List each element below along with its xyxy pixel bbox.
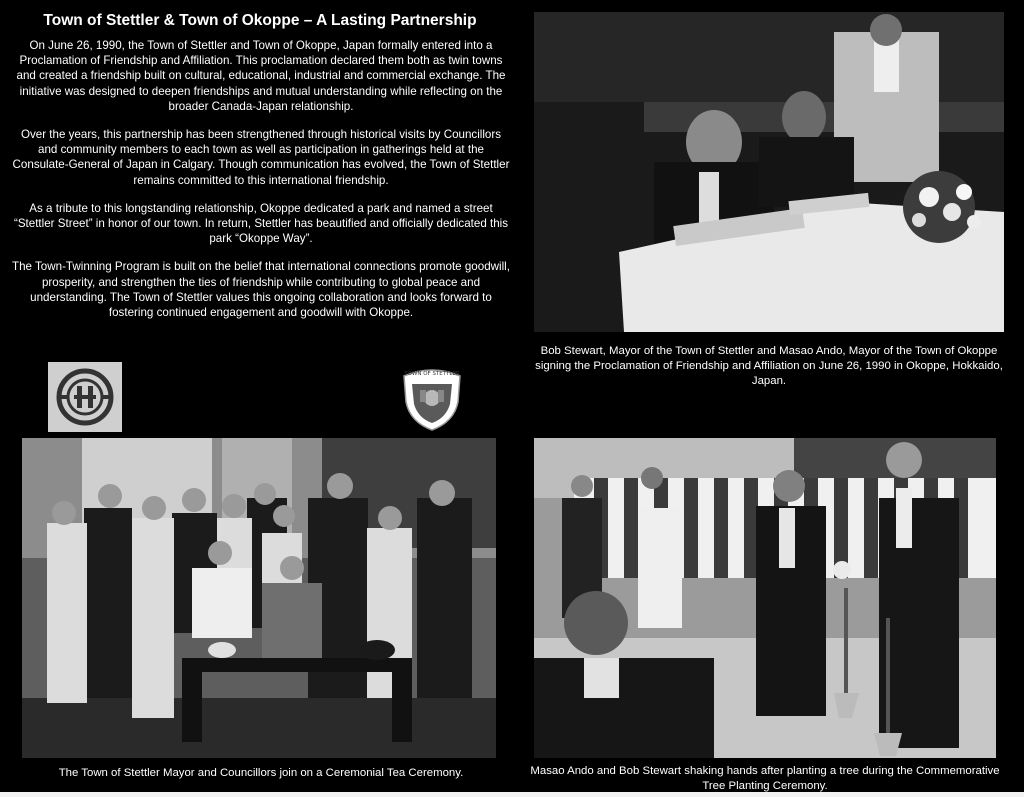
paragraph-3: As a tribute to this longstanding relationship, Okoppe dedicated a park and named a street “Stettler Street” in honor of our town. In return, Stettler has beautified and officially dedicated this park “Okoppe Way”. bbox=[13, 201, 509, 246]
stettler-crest-logo bbox=[396, 362, 468, 432]
paragraph-4: The Town-Twinning Program is built on the belief that international connections promote goodwill, prosperity, and strengthen the ties of friendship while contributing to global peace and understanding. The Town of Stettler values this ongoing collaboration and looks forward to fostering continued engagement and goodwill with Okoppe. bbox=[12, 260, 510, 320]
intro-text bbox=[12, 38, 510, 333]
signing-photo bbox=[534, 12, 1004, 332]
paragraph-2: Over the years, this partnership has been strengthened through historical visits by Councillors and community members to each town as well as participation in gatherings held at the Consulate-General of Japan in Calgary. Though communication has evolved, the Town of Stettler remains committed to this international friendship. bbox=[12, 128, 510, 187]
bottom-border bbox=[0, 792, 1024, 797]
paragraph-1: On June 26, 1990, the Town of Stettler and Town of Okoppe, Japan formally entered into a Proclamation of Friendship and Affiliation. This proclamation declared them both as twin towns and created a friendship built on cultural, educational, industrial and commercial exchange. The initiative was designed to deepen friendships and mutual understanding while reflecting on the broader Canada-Japan relationship. bbox=[16, 39, 506, 113]
stettler-crest-text: TOWN OF STETTLER bbox=[404, 371, 460, 377]
page-title: Town of Stettler & Town of Okoppe – A Lasting Partnership bbox=[43, 12, 477, 29]
tree-planting-caption: Masao Ando and Bob Stewart shaking hands after planting a tree during the Commemorative Tree Planting Ceremony. bbox=[530, 765, 1000, 792]
tea-ceremony-caption: The Town of Stettler Mayor and Councillors join on a Ceremonial Tea Ceremony. bbox=[58, 767, 464, 779]
signing-photo-caption: Bob Stewart, Mayor of the Town of Stettler and Masao Ando, Mayor of the Town of Okoppe signing the Proclamation of Friendship and Affiliation on June 26, 1990 in Okoppe, Hokkaido, Japan. bbox=[535, 345, 1003, 387]
tea-ceremony-photo bbox=[22, 438, 496, 758]
tree-planting-photo bbox=[534, 438, 996, 758]
okoppe-emblem-logo bbox=[48, 362, 122, 432]
